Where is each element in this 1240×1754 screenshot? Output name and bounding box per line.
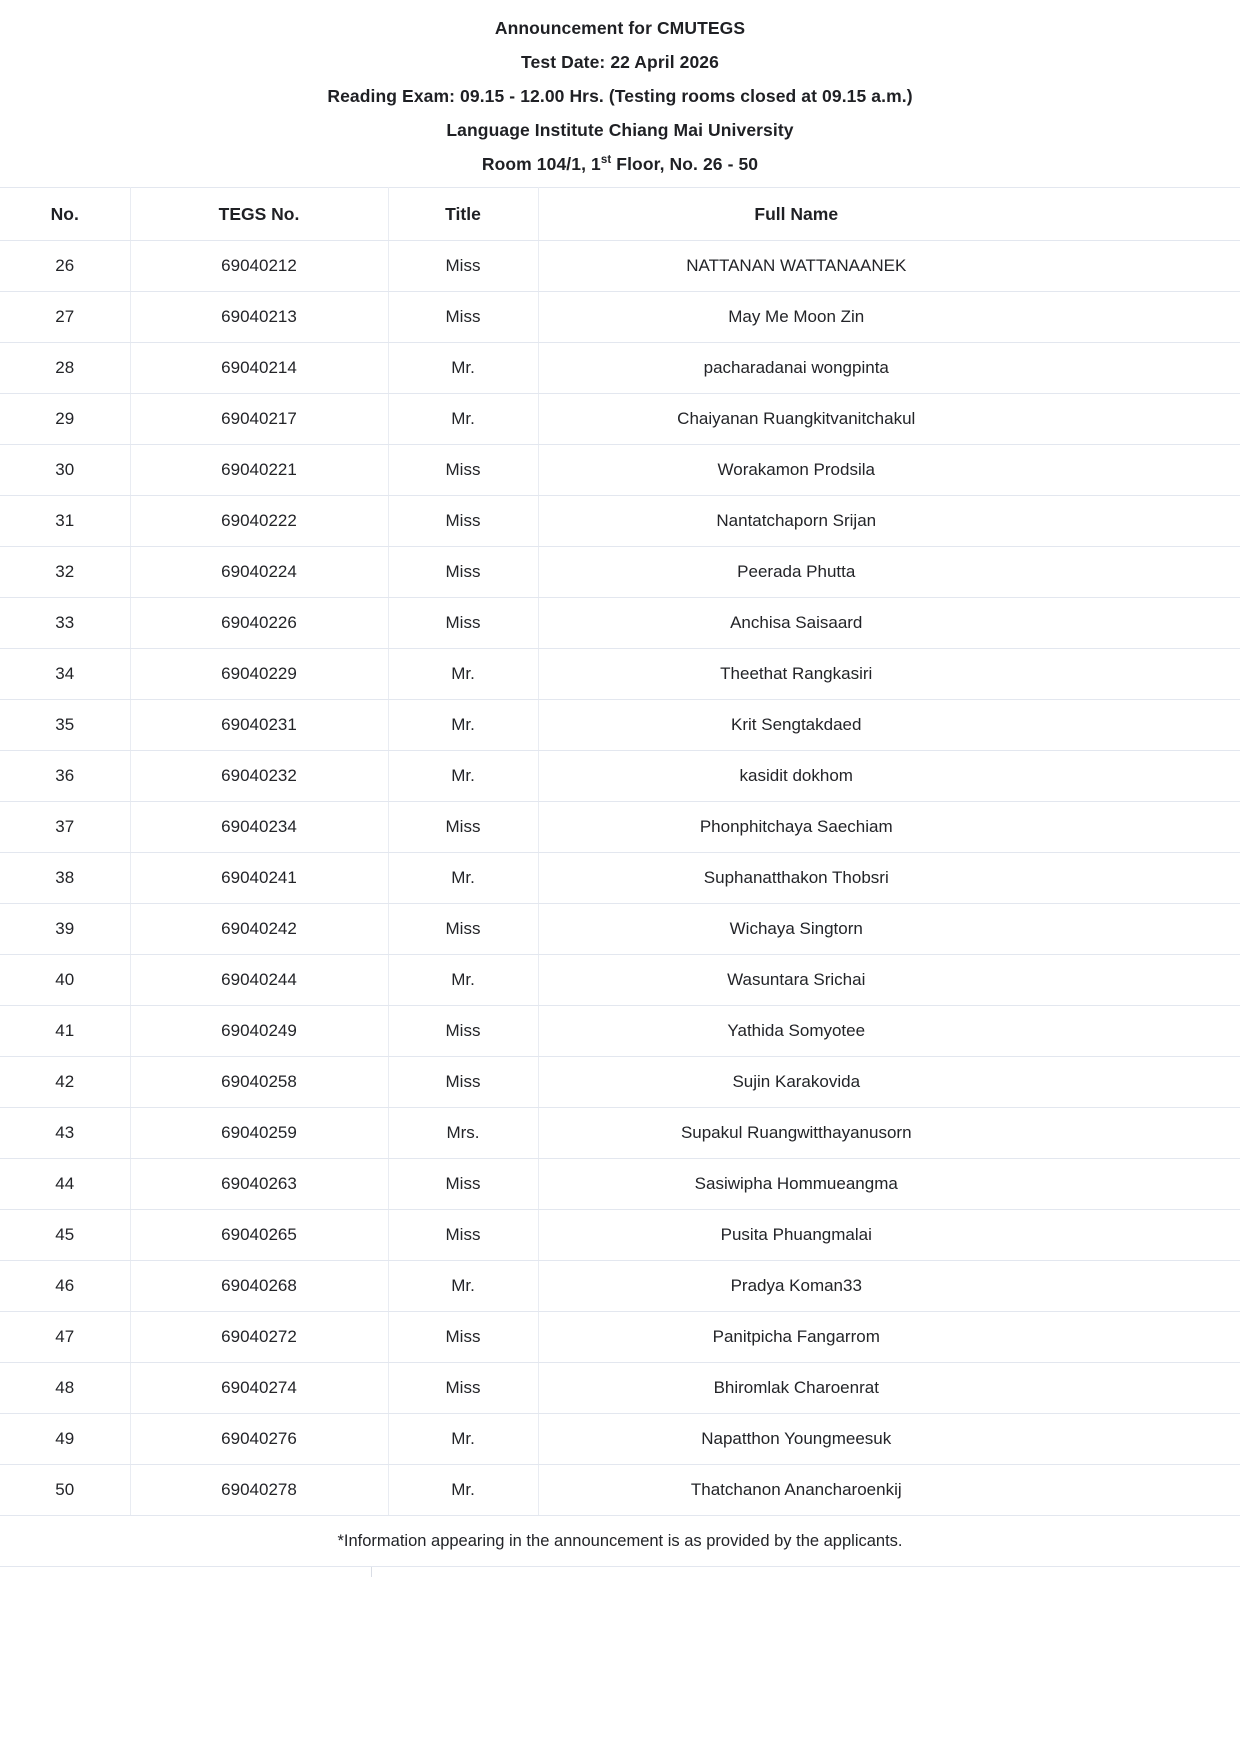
cell-full-name: Pusita Phuangmalai: [538, 1210, 1240, 1261]
candidate-roster-table: [0, 187, 1240, 1567]
cell-tegs-no: 69040242: [130, 904, 388, 955]
cell-title: Miss: [388, 802, 538, 853]
cell-no: 34: [0, 649, 130, 700]
bottom-tick-mark: [371, 1567, 372, 1577]
cell-full-name: May Me Moon Zin: [538, 292, 1240, 343]
cell-full-name: Nantatchaporn Srijan: [538, 496, 1240, 547]
room-text-after: Floor, No. 26 - 50: [611, 154, 759, 174]
cell-tegs-no: 69040258: [130, 1057, 388, 1108]
table-row: [0, 343, 1240, 394]
cell-no: 31: [0, 496, 130, 547]
table-row: [0, 1006, 1240, 1057]
cell-title: Miss: [388, 241, 538, 292]
cell-full-name: Bhiromlak Charoenrat: [538, 1363, 1240, 1414]
cell-full-name: Supakul Ruangwitthayanusorn: [538, 1108, 1240, 1159]
table-row: [0, 445, 1240, 496]
cell-no: 40: [0, 955, 130, 1006]
cell-title: Mr.: [388, 1414, 538, 1465]
column-header-title: Title: [388, 188, 538, 241]
cell-full-name: Phonphitchaya Saechiam: [538, 802, 1240, 853]
cell-no: 27: [0, 292, 130, 343]
cell-tegs-no: 69040249: [130, 1006, 388, 1057]
cell-no: 43: [0, 1108, 130, 1159]
cell-tegs-no: 69040241: [130, 853, 388, 904]
page-bottom-marker: [0, 1567, 1240, 1579]
table-row: [0, 496, 1240, 547]
document-header: [0, 0, 1240, 181]
cell-tegs-no: 69040276: [130, 1414, 388, 1465]
cell-title: Miss: [388, 1159, 538, 1210]
cell-no: 32: [0, 547, 130, 598]
cell-full-name: Pradya Koman33: [538, 1261, 1240, 1312]
cell-title: Mr.: [388, 649, 538, 700]
cell-no: 44: [0, 1159, 130, 1210]
cell-title: Mr.: [388, 751, 538, 802]
table-row: [0, 598, 1240, 649]
cell-no: 33: [0, 598, 130, 649]
cell-full-name: Wichaya Singtorn: [538, 904, 1240, 955]
cell-no: 36: [0, 751, 130, 802]
cell-tegs-no: 69040268: [130, 1261, 388, 1312]
table-footer: [0, 1516, 1240, 1567]
table-body: [0, 241, 1240, 1516]
cell-no: 28: [0, 343, 130, 394]
table-row: [0, 1414, 1240, 1465]
cell-no: 49: [0, 1414, 130, 1465]
cell-full-name: Panitpicha Fangarrom: [538, 1312, 1240, 1363]
cell-no: 38: [0, 853, 130, 904]
header-line-room: [0, 147, 1240, 181]
cell-title: Miss: [388, 1312, 538, 1363]
cell-tegs-no: 69040231: [130, 700, 388, 751]
cell-title: Miss: [388, 292, 538, 343]
cell-full-name: Worakamon Prodsila: [538, 445, 1240, 496]
cell-tegs-no: 69040244: [130, 955, 388, 1006]
cell-no: 41: [0, 1006, 130, 1057]
cell-no: 37: [0, 802, 130, 853]
cell-tegs-no: 69040213: [130, 292, 388, 343]
table-row: [0, 1057, 1240, 1108]
cell-full-name: Thatchanon Anancharoenkij: [538, 1465, 1240, 1516]
cell-no: 48: [0, 1363, 130, 1414]
cell-no: 30: [0, 445, 130, 496]
room-text-before: Room 104/1, 1: [481, 154, 601, 174]
cell-title: Miss: [388, 547, 538, 598]
cell-title: Mrs.: [388, 1108, 538, 1159]
cell-tegs-no: 69040217: [130, 394, 388, 445]
cell-tegs-no: 69040214: [130, 343, 388, 394]
cell-full-name: Chaiyanan Ruangkitvanitchakul: [538, 394, 1240, 445]
cell-full-name: Peerada Phutta: [538, 547, 1240, 598]
cell-title: Miss: [388, 904, 538, 955]
column-header-no: No.: [0, 188, 130, 241]
table-row: [0, 649, 1240, 700]
cell-no: 47: [0, 1312, 130, 1363]
table-row: [0, 751, 1240, 802]
header-line-exam-time: Reading Exam: 09.15 - 12.00 Hrs. (Testing rooms closed at 09.15 a.m.): [327, 86, 913, 106]
cell-tegs-no: 69040278: [130, 1465, 388, 1516]
table-row: [0, 547, 1240, 598]
cell-title: Mr.: [388, 1261, 538, 1312]
column-header-tegs-no: TEGS No.: [130, 188, 388, 241]
table-row: [0, 955, 1240, 1006]
cell-no: 35: [0, 700, 130, 751]
column-header-full-name: Full Name: [538, 188, 1240, 241]
table-row: [0, 394, 1240, 445]
table-row: [0, 292, 1240, 343]
table-row: [0, 1261, 1240, 1312]
cell-tegs-no: 69040232: [130, 751, 388, 802]
table-row: [0, 241, 1240, 292]
cell-no: 39: [0, 904, 130, 955]
room-ordinal-suffix: st: [600, 154, 612, 167]
cell-title: Mr.: [388, 853, 538, 904]
table-row: [0, 1108, 1240, 1159]
cell-title: Miss: [388, 1057, 538, 1108]
header-line-institute: Language Institute Chiang Mai University: [446, 120, 794, 140]
footnote-text: *Information appearing in the announcement is as provided by the applicants.: [0, 1516, 1240, 1567]
cell-full-name: Krit Sengtakdaed: [538, 700, 1240, 751]
table-row: [0, 1363, 1240, 1414]
cell-tegs-no: 69040263: [130, 1159, 388, 1210]
table-row: [0, 1159, 1240, 1210]
cell-full-name: Suphanatthakon Thobsri: [538, 853, 1240, 904]
cell-full-name: pacharadanai wongpinta: [538, 343, 1240, 394]
cell-full-name: Wasuntara Srichai: [538, 955, 1240, 1006]
table-row: [0, 802, 1240, 853]
cell-title: Mr.: [388, 343, 538, 394]
cell-title: Miss: [388, 598, 538, 649]
cell-no: 29: [0, 394, 130, 445]
header-line-test-date: Test Date: 22 April 2026: [521, 52, 719, 72]
cell-full-name: Yathida Somyotee: [538, 1006, 1240, 1057]
cell-title: Miss: [388, 445, 538, 496]
cell-tegs-no: 69040274: [130, 1363, 388, 1414]
cell-title: Mr.: [388, 700, 538, 751]
footnote-row: [0, 1516, 1240, 1567]
cell-tegs-no: 69040212: [130, 241, 388, 292]
cell-title: Mr.: [388, 955, 538, 1006]
cell-tegs-no: 69040265: [130, 1210, 388, 1261]
table-row: [0, 700, 1240, 751]
cell-no: 26: [0, 241, 130, 292]
cell-full-name: NATTANAN WATTANAANEK: [538, 241, 1240, 292]
cell-title: Miss: [388, 496, 538, 547]
table-row: [0, 1312, 1240, 1363]
cell-tegs-no: 69040221: [130, 445, 388, 496]
cell-full-name: Sujin Karakovida: [538, 1057, 1240, 1108]
table-row: [0, 904, 1240, 955]
cell-tegs-no: 69040224: [130, 547, 388, 598]
cell-title: Miss: [388, 1006, 538, 1057]
cell-title: Miss: [388, 1210, 538, 1261]
cell-title: Mr.: [388, 394, 538, 445]
cell-tegs-no: 69040222: [130, 496, 388, 547]
cell-tegs-no: 69040234: [130, 802, 388, 853]
cell-title: Miss: [388, 1363, 538, 1414]
cell-no: 50: [0, 1465, 130, 1516]
cell-tegs-no: 69040259: [130, 1108, 388, 1159]
cell-full-name: kasidit dokhom: [538, 751, 1240, 802]
cell-no: 45: [0, 1210, 130, 1261]
cell-full-name: Anchisa Saisaard: [538, 598, 1240, 649]
cell-full-name: Theethat Rangkasiri: [538, 649, 1240, 700]
cell-no: 42: [0, 1057, 130, 1108]
table-row: [0, 853, 1240, 904]
table-row: [0, 1465, 1240, 1516]
table-row: [0, 1210, 1240, 1261]
header-line-title: Announcement for CMUTEGS: [494, 18, 746, 38]
table-header: [0, 188, 1240, 241]
cell-title: Mr.: [388, 1465, 538, 1516]
cell-full-name: Napatthon Youngmeesuk: [538, 1414, 1240, 1465]
cell-tegs-no: 69040226: [130, 598, 388, 649]
cell-tegs-no: 69040229: [130, 649, 388, 700]
cell-no: 46: [0, 1261, 130, 1312]
cell-tegs-no: 69040272: [130, 1312, 388, 1363]
table-header-row: [0, 188, 1240, 241]
cell-full-name: Sasiwipha Hommueangma: [538, 1159, 1240, 1210]
